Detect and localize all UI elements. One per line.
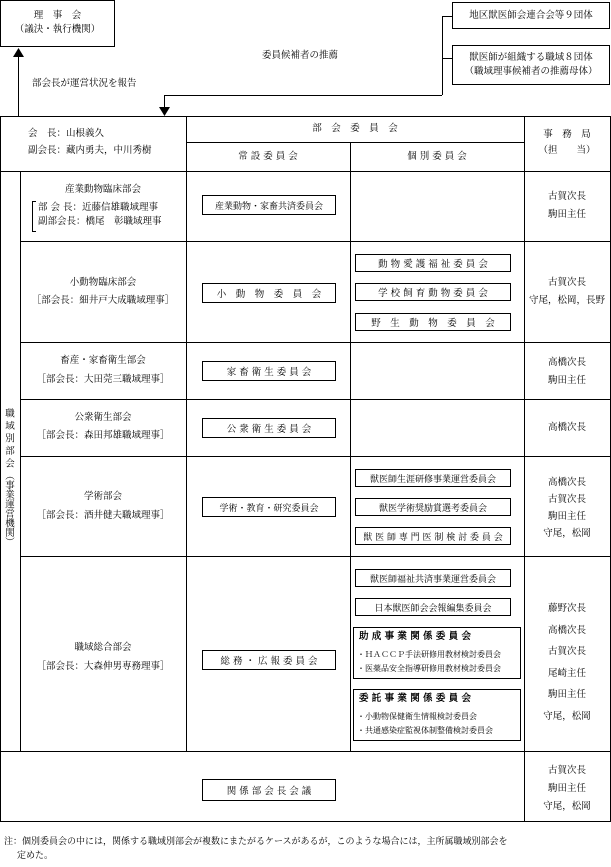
feeder-occupational-box (452, 45, 610, 85)
row-divider (20, 556, 611, 557)
section-leader: 部 会 長：近藤信雄職域理事 (38, 202, 159, 213)
section-name: 職域総合部会 (74, 642, 132, 653)
connector-line (18, 57, 19, 116)
office-staff (524, 419, 610, 437)
section-leader: ［部会長：酒井健夫職域理事］ (36, 510, 170, 521)
standing-committee-box: 小 動 物 委 員 会 (202, 283, 336, 303)
section-leader: 副部会長：橋尾 彰職域理事 (38, 216, 162, 227)
individual-committee-box: 動 物 愛 護 福 祉 委 員 会 (355, 254, 511, 272)
individual-committee-box: 野 生 動 物 委 員 会 (355, 313, 511, 331)
section-leader: ［部会長：大森伸男専務理事］ (36, 661, 170, 672)
standing-committee-box: 学術・教育・研究委員会 (202, 497, 336, 517)
office-staff (524, 598, 610, 727)
office-staff (524, 274, 610, 310)
committee-group-item: ・医薬品安全指導研修用教材検討委員会 (357, 664, 501, 673)
staff-entry: 守尾，松岡，長野 (528, 295, 605, 306)
staff-entry: 守尾，松岡 (543, 528, 591, 539)
section-name: 畜産・家畜衛生部会 (60, 355, 146, 366)
section-chairs-meeting-box: 関 係 部 会 長 会 議 (202, 779, 336, 801)
arrowhead-up-icon (13, 48, 24, 57)
committee-group-item: ・小動物保健衛生情報検討委員会 (357, 712, 477, 721)
header-divider (186, 142, 524, 143)
staff-entry: 守尾，松岡 (543, 710, 591, 722)
individual-committee-box: 学 校 飼 育 動 物 委 員 会 (355, 283, 511, 301)
staff-entry: 駒田主任 (547, 375, 586, 386)
individual-committee-box: 獣医師生涯研修事業運営委員会 (355, 469, 511, 487)
connector-line (442, 58, 452, 59)
individual-committee-box: 日本獣医師会会報編集委員会 (355, 598, 511, 616)
committee-group-item: ・共通感染症監視体制整備検討委員会 (357, 726, 493, 735)
office-staff (524, 762, 610, 816)
section-name: 学術部会 (83, 491, 122, 502)
standing-committee-box: 産業動物・家畜共済委員会 (202, 195, 336, 215)
footnote: 定めた。 (17, 851, 54, 861)
staff-entry: 古賀次長 (547, 191, 586, 202)
section-name: 小動物臨床部会 (69, 277, 137, 288)
recommend-label: 委員候補者の推薦 (262, 50, 339, 61)
staff-entry: 藤野次長 (547, 603, 586, 614)
staff-entry: 駒田主任 (547, 511, 586, 522)
individual-committee-box: 獣医師福祉共済事業運営委員会 (355, 569, 511, 587)
column-divider (186, 171, 187, 751)
section-leader: ［部会長：細井戸大成職域理事］ (31, 295, 175, 306)
staff-entry: 守尾，松岡 (543, 801, 591, 812)
connector-line (442, 16, 452, 17)
row-divider (20, 342, 611, 343)
individual-header: 個 別 委 員 会 (407, 151, 467, 162)
feeder-occupational-line1: 獣医師が組織する職域８団体 (469, 52, 593, 63)
row-divider (0, 171, 611, 172)
board-subtitle: （議決・執行機関） (14, 24, 101, 35)
sidebar-sub: （事業運営機関） (3, 470, 14, 547)
individual-committee-box: 獣 医 師 専 門 医 制 検 討 委 員 会 (355, 527, 511, 545)
individual-committee-box: 獣医学術奨励賞選考委員会 (355, 498, 511, 516)
section-name: 公衆衛生部会 (74, 412, 132, 423)
feeder-regional-box (452, 2, 610, 29)
committee-group-box (353, 627, 521, 679)
section-name: 産業動物臨床部会 (64, 184, 141, 195)
column-divider (350, 171, 351, 751)
footnote: 注：個別委員会の中には，関係する職域別部会が複数にまたがるケースがあるが，このような場合には，主所属職域別部会を (4, 837, 508, 847)
staff-entry: 尾崎主任 (547, 667, 586, 679)
staff-entry: 古賀次長 (547, 646, 586, 657)
office-header: 事 務 局 (543, 129, 591, 140)
staff-entry: 高橋次長 (547, 477, 586, 488)
office-staff (524, 474, 610, 542)
committee-group-title: 委 託 事 業 関 係 委 員 会 (359, 693, 471, 704)
standing-committee-box: 家 畜 衛 生 委 員 会 (202, 361, 336, 381)
standing-committee-box: 総 務 ・ 広 報 委 員 会 (202, 650, 336, 670)
staff-entry: 駒田主任 (547, 689, 586, 700)
committee-group-box (353, 689, 521, 741)
staff-entry: 古賀次長 (547, 494, 586, 505)
row-divider (0, 751, 611, 752)
sidebar-label (3, 408, 17, 547)
row-divider (20, 399, 611, 400)
sidebar-title: 職域別部会 (3, 408, 14, 471)
report-label: 部会長が運営状況を報告 (32, 78, 137, 89)
staff-entry: 高橋次長 (547, 624, 586, 636)
bracket-icon (32, 201, 36, 232)
connector-line (164, 95, 442, 96)
staff-entry: 高橋次長 (547, 357, 586, 368)
chair-label: 会 長：山根義久 (28, 128, 105, 139)
feeder-regional-label: 地区獣医師会連合会等９団体 (469, 10, 593, 21)
vice-chair-label: 副会長：藏内勇夫，中川秀樹 (28, 145, 152, 156)
feeder-occupational-line2: （職域理事候補者の推薦母体） (464, 66, 598, 77)
office-staff (524, 188, 610, 224)
committees-header: 部 会 委 員 会 (312, 123, 398, 134)
committee-group-title: 助 成 事 業 関 係 委 員 会 (359, 631, 471, 642)
staff-entry: 古賀次長 (547, 765, 586, 776)
board-title: 理 事 会 (33, 10, 82, 21)
standing-header: 常 設 委 員 会 (238, 151, 298, 162)
arrowhead-down-icon (159, 107, 170, 116)
staff-entry: 高橋次長 (547, 422, 586, 433)
section-leader: ［部会長：森田邦雄職域理事］ (36, 430, 170, 441)
staff-entry: 駒田主任 (547, 783, 586, 794)
row-divider (20, 241, 611, 242)
standing-committee-box: 公 衆 衛 生 委 員 会 (202, 418, 336, 438)
board-box (0, 0, 115, 47)
staff-entry: 駒田主任 (547, 209, 586, 220)
connector-line (442, 16, 443, 95)
committee-group-item: ・ＨＡＣＣＰ手法研修用教材検討委員会 (357, 650, 501, 659)
row-divider (20, 456, 611, 457)
staff-entry: 古賀次長 (547, 277, 586, 288)
section-leader: ［部会長：大田莞三職域理事］ (36, 374, 170, 385)
office-staff (524, 354, 610, 390)
office-subheader: （担 当） (538, 145, 596, 156)
